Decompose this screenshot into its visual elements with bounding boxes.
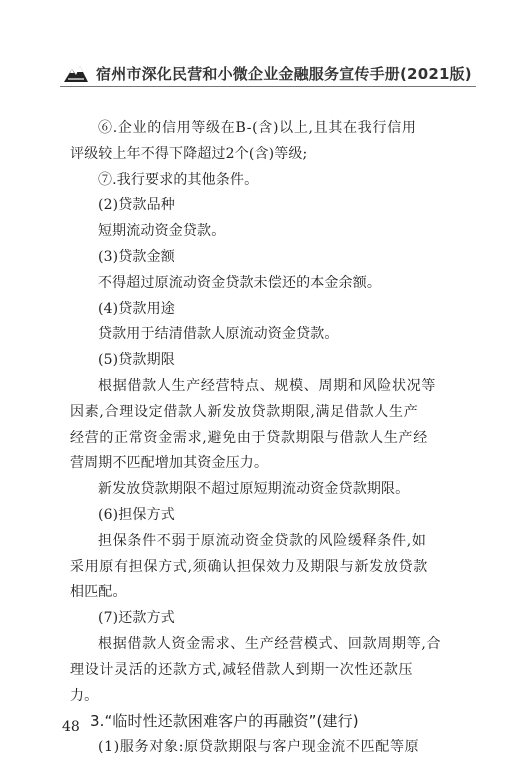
text-line: 力。 <box>70 688 99 704</box>
text-line: 根据借款人生产经营特点、规模、周期和风险状况等 <box>98 378 437 394</box>
text-line: (2)贷款品种 <box>98 197 175 213</box>
text-line: 营周期不匹配增加其资金压力。 <box>70 455 269 471</box>
text-line: 评级较上年不得下降超过2个(含)等级; <box>70 146 308 162</box>
text-line: (1)服务对象:原贷款期限与客户现金流不匹配等原 <box>98 739 420 755</box>
text-line: ⑦.我行要求的其他条件。 <box>98 172 259 188</box>
text-line: 新发放贷款期限不超过原短期流动资金贷款期限。 <box>98 481 410 497</box>
text-line: ⑥.企业的信用等级在B-(含)以上,且其在我行信用 <box>98 120 417 136</box>
text-line: 担保条件不弱于原流动资金贷款的风险缓释条件,如 <box>98 533 427 549</box>
page-number: 48 <box>62 719 80 735</box>
text-line: 根据借款人资金需求、生产经营模式、回款周期等,合 <box>98 636 442 652</box>
section-heading: 3.“临时性还款困难客户的再融资”(建行) <box>90 712 359 730</box>
header-title: 宿州市深化民营和小微企业金融服务宣传手册(2021版) <box>96 64 472 83</box>
text-line: 采用原有担保方式,须确认担保效力及期限与新发放贷款 <box>70 559 428 575</box>
text-line: 理设计灵活的还款方式,减轻借款人到期一次性还款压 <box>70 662 414 678</box>
text-line: 短期流动资金贷款。 <box>98 223 226 239</box>
text-line: (3)贷款金额 <box>98 249 175 265</box>
text-line: 不得超过原流动资金贷款未偿还的本金余额。 <box>98 275 381 291</box>
text-line: (7)还款方式 <box>98 610 175 626</box>
text-line: 因素,合理设定借款人新发放贷款期限,满足借款人生产 <box>70 404 419 420</box>
text-line: 贷款用于结清借款人原流动资金贷款。 <box>98 326 339 342</box>
text-line: (5)贷款期限 <box>98 352 175 368</box>
text-line: 相匹配。 <box>70 584 127 600</box>
text-line: 经营的正常资金需求,避免由于贷款期限与借款人生产经 <box>70 430 428 446</box>
text-line: (6)担保方式 <box>98 507 175 523</box>
text-line: (4)贷款用途 <box>98 301 175 317</box>
